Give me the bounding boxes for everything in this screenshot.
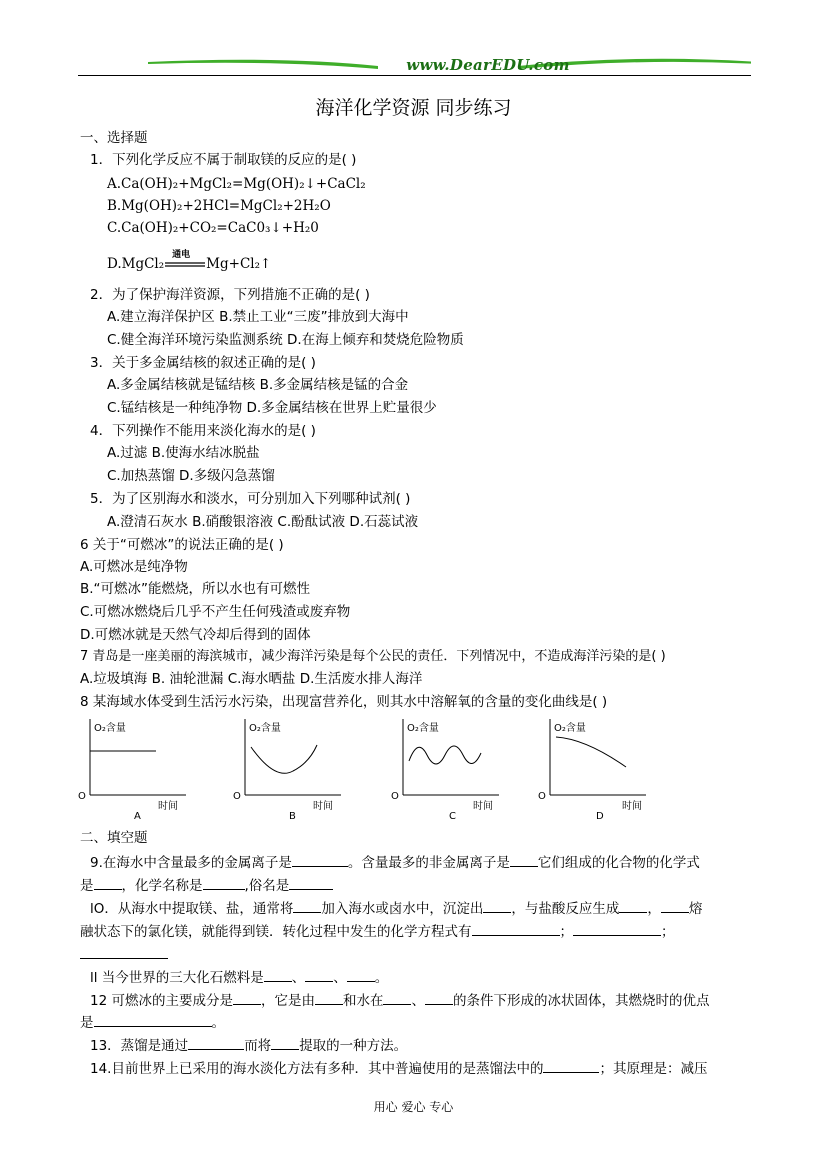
page-footer: 用心 爱心 专心 [373, 1100, 454, 1114]
question-8-charts [78, 715, 678, 825]
question-10-line-1 [90, 898, 702, 918]
blank[interactable] [203, 875, 245, 890]
chart-c-xlabel: 时间 [473, 801, 493, 812]
question-5-stem: 5．为了区别海水和淡水，可分别加入下列哪种试剂( ) [90, 491, 411, 507]
q12-text-5: 的条件下形成的冰状固体，其燃烧时的优点 [452, 993, 710, 1009]
question-2-options-cd: C.健全海洋环境污染监测系统 D.在海上倾弃和焚烧危险物质 [107, 332, 464, 348]
question-1-option-d [107, 250, 272, 273]
header-rule [78, 75, 751, 76]
question-12-line-1 [90, 990, 709, 1010]
question-8-stem: 8 某海域水体受到生活污水污染，出现富营养化，则其水中溶解氧的含量的变化曲线是( ) [80, 694, 608, 710]
q12-text-7: 。 [211, 1015, 225, 1031]
question-3-options-ab: A.多金属结核就是锰结核 B.多金属结核是锰的合金 [107, 377, 409, 393]
question-6-option-c: C.可燃冰燃烧后几乎不产生任何残渣或废弃物 [80, 604, 351, 620]
q9-text-6: ,俗名是 [244, 878, 290, 894]
option-d-product: Mg+Cl₂↑ [206, 256, 272, 272]
q10-text-3: ，与盐酸反应生成 [511, 901, 620, 917]
question-6-option-d: D.可燃冰就是天然气冷却后得到的固体 [80, 627, 311, 643]
chart-d [538, 715, 648, 825]
chart-c-label: C [449, 811, 456, 822]
question-1-stem: 1．下列化学反应不属于制取镁的反应的是( ) [90, 152, 357, 168]
q14-text-1: 14.目前世界上已采用的海水淡化方法有多种．其中普遍使用的是蒸馏法中的 [90, 1061, 544, 1077]
question-7-options: A.垃圾填海 B. 油轮泄漏 C.海水晒盐 D.生活废水排人海洋 [80, 671, 423, 687]
blank[interactable] [619, 898, 647, 913]
blank[interactable] [315, 990, 343, 1005]
chart-d-series-line [556, 737, 626, 767]
question-13 [90, 1035, 407, 1055]
question-11 [90, 967, 388, 987]
q11-end: 。 [374, 970, 389, 986]
question-2-options-ab: A.建立海洋保护区 B.禁止工业“三废”排放到大海中 [107, 309, 409, 325]
chart-c-series-line [409, 746, 481, 764]
q14-text-2: ；其原理是：减压 [599, 1061, 708, 1077]
blank[interactable] [188, 1035, 244, 1050]
q12-text-6: 是 [80, 1015, 94, 1031]
q13-text-1: 13．蒸馏是通过 [90, 1038, 189, 1054]
q10-text-4: ， [647, 901, 661, 917]
q9-text-1: 9.在海水中含量最多的金属离子是 [90, 855, 292, 871]
page-header [78, 52, 751, 78]
section-heading-fill: 二、填空题 [80, 830, 148, 846]
q13-text-2: 而将 [244, 1038, 272, 1054]
question-1-option-b: B.Mg(OH)₂+2HCl=MgCl₂+2H₂O [107, 198, 331, 214]
q9-text-5: ，化学名称是 [121, 878, 203, 894]
chart-c [391, 715, 501, 825]
chart-b-xlabel: 时间 [313, 801, 333, 812]
section-heading-choice: 一、选择题 [80, 130, 148, 146]
separator: 、 [291, 970, 306, 986]
question-6-option-b: B.“可燃冰”能燃烧，所以水也有可燃性 [80, 581, 311, 597]
blank[interactable] [271, 1035, 299, 1050]
blank[interactable] [305, 967, 333, 982]
chart-a-label: A [134, 811, 141, 822]
blank[interactable] [383, 990, 411, 1005]
chart-a-xlabel: 时间 [158, 801, 178, 812]
site-logo: www.DearEDU.com [406, 56, 570, 74]
chart-b [233, 715, 343, 825]
q12-text-4: 、 [411, 993, 425, 1009]
blank[interactable] [233, 990, 261, 1005]
q10-text-8: ； [661, 924, 675, 940]
chart-b-origin: O [233, 791, 241, 802]
blank[interactable] [543, 1058, 599, 1073]
q12-text-2: ，它是由 [260, 993, 315, 1009]
blank[interactable] [661, 898, 689, 913]
chart-d-xlabel: 时间 [622, 801, 642, 812]
blank[interactable] [289, 875, 333, 890]
question-14 [90, 1058, 707, 1078]
option-d-reactant: D.MgCl₂ [107, 256, 165, 272]
question-4-options-ab: A.过滤 B.使海水结冰脱盐 [107, 445, 260, 461]
blank[interactable] [510, 852, 538, 867]
blank[interactable] [94, 875, 122, 890]
page-title: 海洋化学资源 同步练习 [315, 97, 512, 119]
blank[interactable] [292, 852, 348, 867]
q12-text-1: 12 可燃冰的主要成分是 [90, 993, 233, 1009]
q13-text-3: 提取的一种方法。 [299, 1038, 408, 1054]
chart-a-origin: O [78, 791, 86, 802]
q12-text-3: 和水在 [342, 993, 384, 1009]
question-4-stem: 4．下列操作不能用来淡化海水的是( ) [90, 423, 316, 439]
blank[interactable] [483, 898, 511, 913]
blank[interactable] [425, 990, 453, 1005]
chart-a [78, 715, 188, 825]
q10-text-1: lO．从海水中提取镁、盐，通常将 [90, 901, 294, 917]
chart-d-origin: O [538, 791, 546, 802]
question-6-option-a: A.可燃冰是纯净物 [80, 559, 188, 575]
blank[interactable] [264, 967, 292, 982]
q9-text-4: 是 [80, 878, 94, 894]
question-1-option-a: A.Ca(OH)₂+MgCl₂=Mg(OH)₂↓+CaCl₂ [107, 176, 366, 192]
question-5-options: A.澄清石灰水 B.硝酸银溶液 C.酚酞试液 D.石蕊试液 [107, 514, 419, 530]
question-2-stem: 2．为了保护海洋资源，下列措施不正确的是( ) [90, 287, 370, 303]
question-10-blank-continued[interactable] [80, 944, 168, 959]
q10-text-5: 熔 [688, 901, 703, 917]
q10-text-7: ； [559, 924, 573, 940]
chart-b-series-line [251, 745, 317, 773]
question-7-stem: 7 青岛是一座美丽的海滨城市，减少海洋污染是每个公民的责任．下列情况中，不造成海洋污染的是( ) [80, 649, 666, 664]
reaction-condition-arrow [164, 250, 206, 273]
blank[interactable] [472, 921, 560, 936]
chart-b-ylabel: O₂含量 [249, 723, 281, 734]
blank[interactable] [293, 898, 321, 913]
q10-text-2: 加入海水或卤水中，沉淀出 [321, 901, 484, 917]
chart-b-label: B [289, 811, 296, 822]
chart-a-ylabel: O₂含量 [94, 723, 126, 734]
question-6-stem: 6 关于“可燃冰”的说法正确的是( ) [80, 537, 284, 553]
reaction-condition-label: 通电 [172, 250, 191, 260]
separator: 、 [333, 970, 347, 986]
question-4-options-cd: C.加热蒸馏 D.多级闪急蒸馏 [107, 468, 275, 484]
question-9-line-1 [90, 852, 700, 872]
blank[interactable] [573, 921, 661, 936]
q9-text-2: 。含量最多的非金属离子是 [347, 855, 510, 871]
question-1-option-c: C.Ca(OH)₂+CO₂=CaC0₃↓+H₂0 [107, 220, 319, 236]
chart-c-ylabel: O₂含量 [407, 723, 439, 734]
question-3-stem: 3．关于多金属结核的叙述正确的是( ) [90, 355, 316, 371]
q11-text: ll 当今世界的三大化石燃料是 [90, 970, 264, 986]
blank[interactable] [347, 967, 375, 982]
q9-text-3: 它们组成的化合物的化学式 [537, 855, 700, 871]
question-10-line-2 [80, 921, 675, 941]
question-9-line-2 [80, 875, 333, 895]
q10-text-6: 融状态下的氯化镁，就能得到镁．转化过程中发生的化学方程式有 [80, 924, 472, 940]
question-12-line-2 [80, 1012, 225, 1032]
chart-d-ylabel: O₂含量 [554, 723, 586, 734]
blank[interactable] [94, 1012, 212, 1027]
chart-c-origin: O [391, 791, 399, 802]
chart-d-label: D [596, 811, 604, 822]
question-3-options-cd: C.锰结核是一种纯净物 D.多金属结核在世界上贮量很少 [107, 400, 437, 416]
